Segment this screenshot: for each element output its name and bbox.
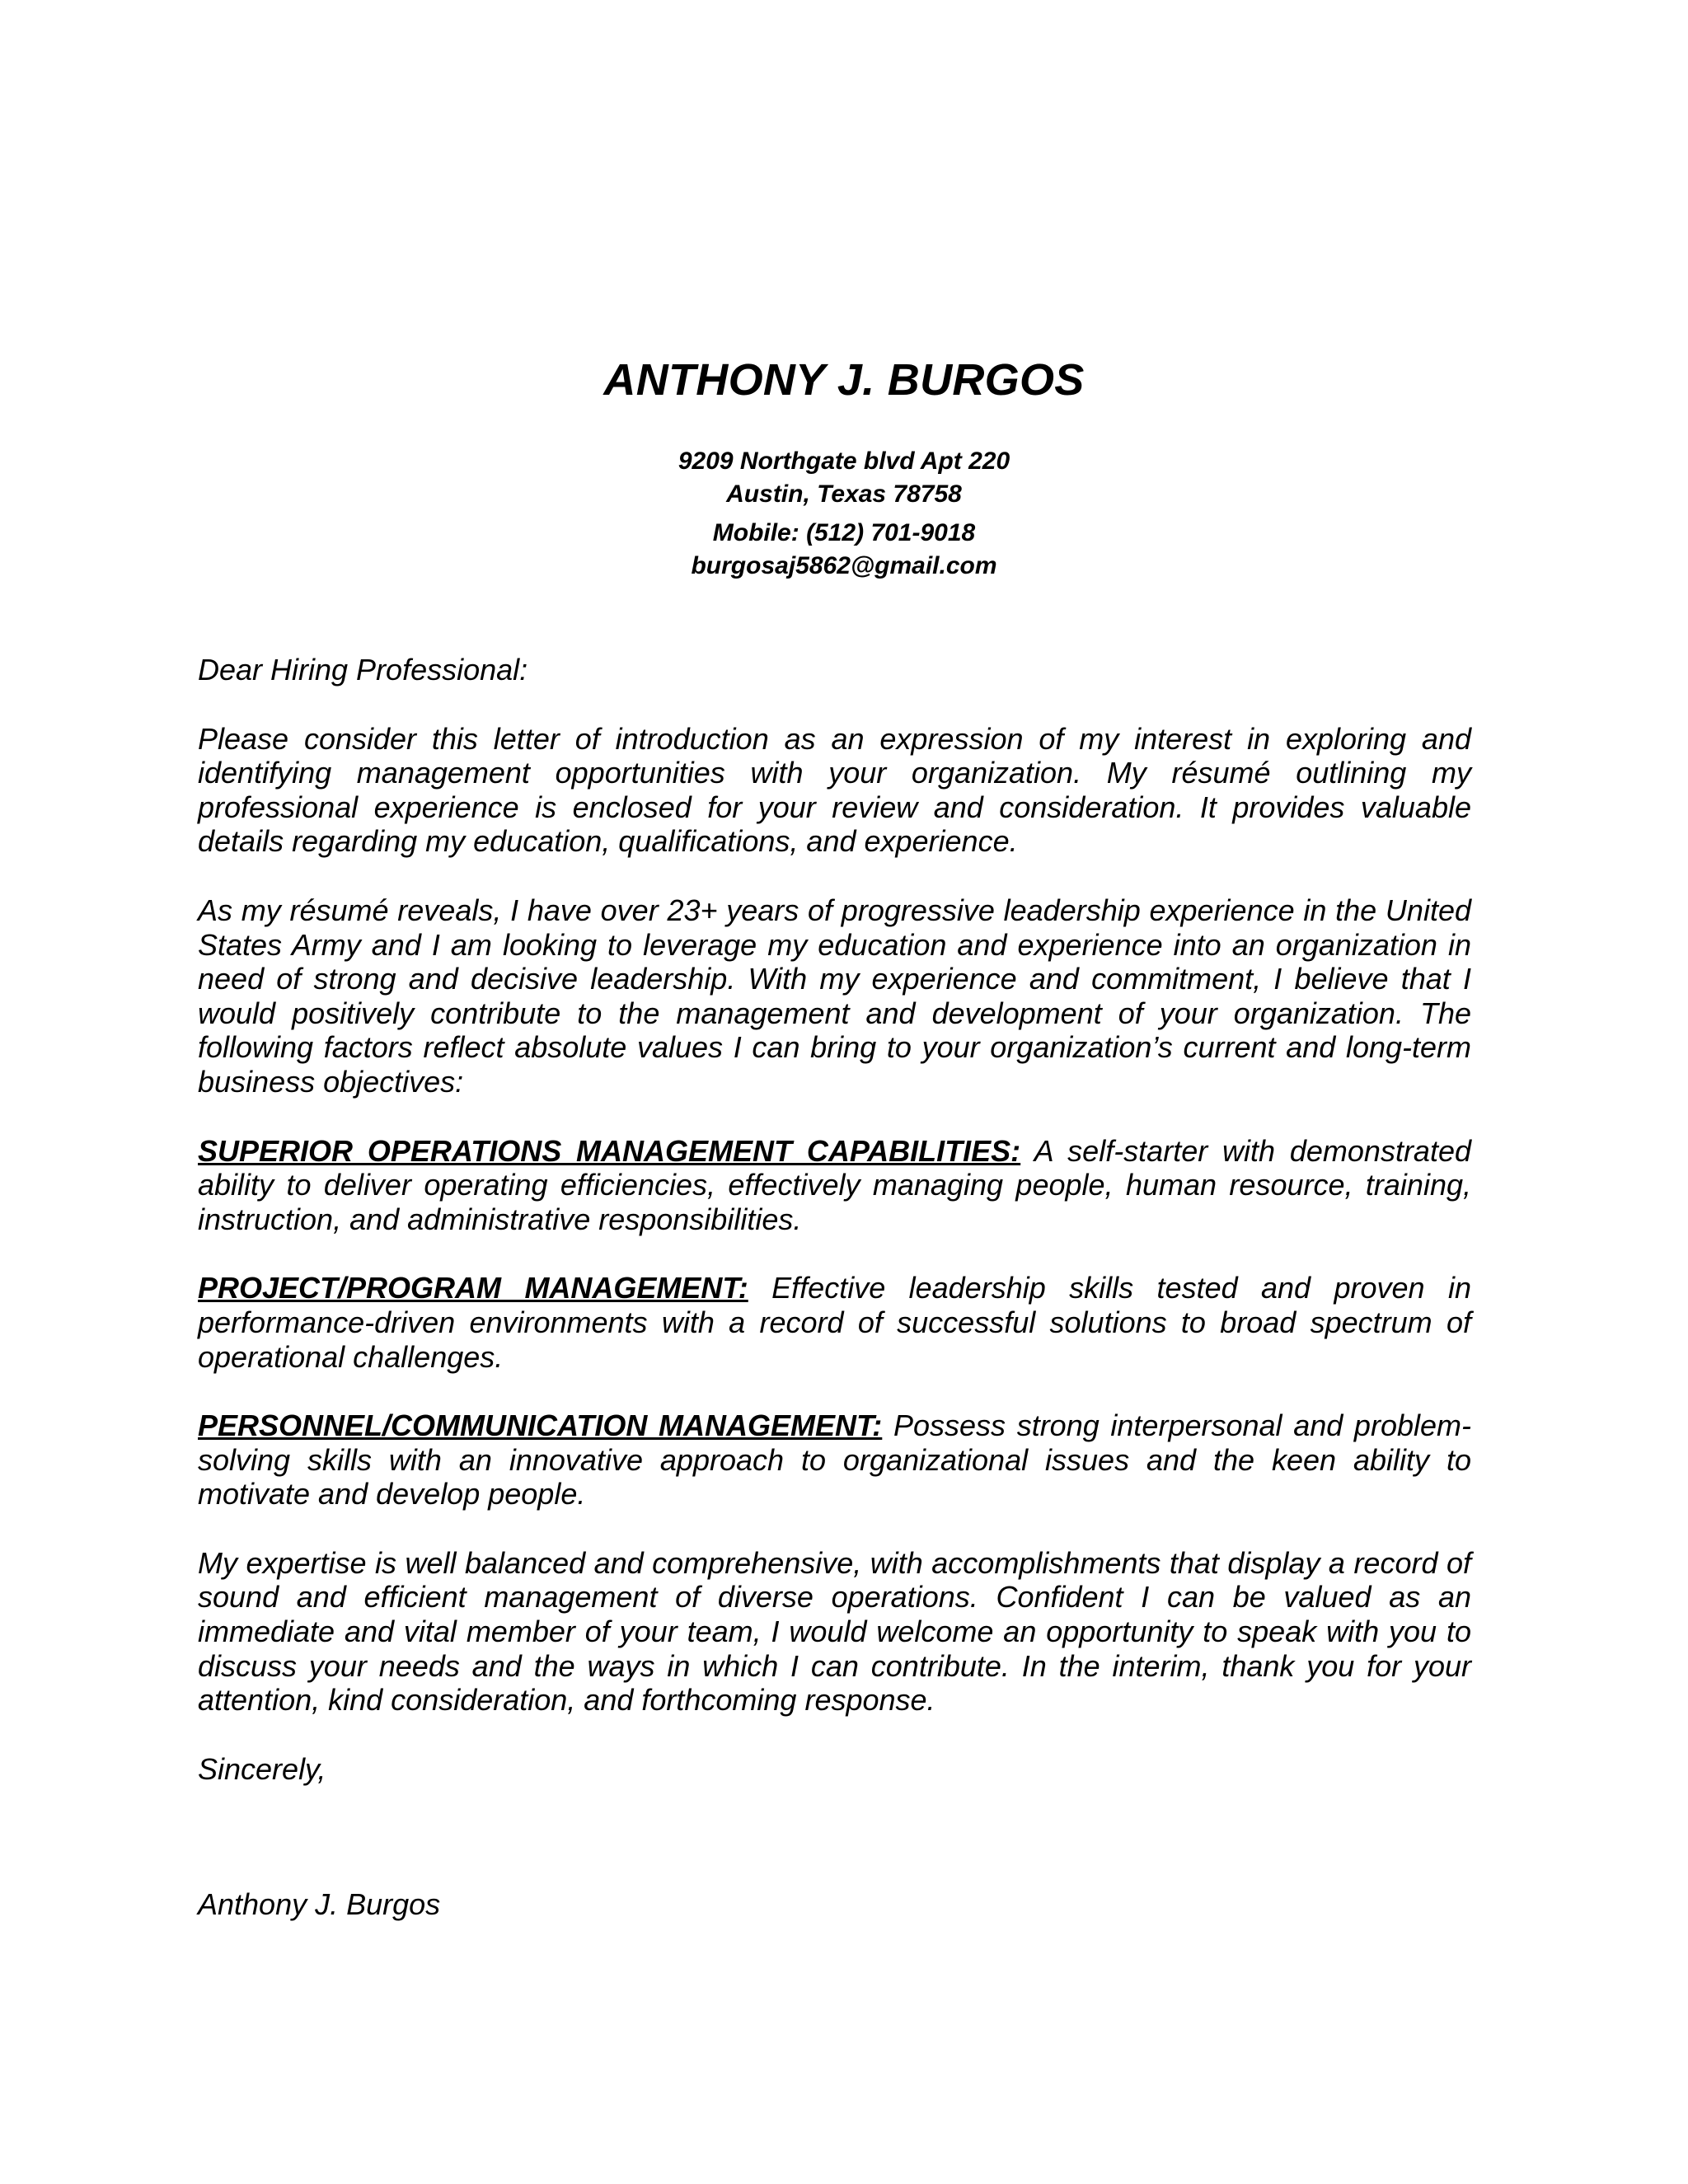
factor-heading: PERSONNEL/COMMUNICATION MANAGEMENT: xyxy=(198,1408,883,1443)
mobile-phone: Mobile: (512) 701-9018 xyxy=(712,519,976,546)
factor-heading: SUPERIOR OPERATIONS MANAGEMENT CAPABILITIES: xyxy=(198,1133,1021,1168)
factor-personnel xyxy=(198,1408,1471,1511)
sender-name: ANTHONY J. BURGOS xyxy=(603,355,1085,405)
salutation: Dear Hiring Professional: xyxy=(198,653,528,687)
letterhead xyxy=(0,353,1688,583)
contact-block xyxy=(0,445,1688,583)
factor-project xyxy=(198,1271,1471,1374)
email-address: burgosaj5862@gmail.com xyxy=(691,552,997,579)
factor-text: Possess strong interpersonal and problem-solving skills with an innovative approach to organizational issues and the keen ability to motivate and develop people. xyxy=(198,1408,1471,1511)
factor-text: A self-starter with demonstrated ability to deliver operating efficiencies, effectively managing people, human resource, training, instruction, and administrative responsibilities. xyxy=(198,1133,1471,1236)
letter-body xyxy=(198,653,1471,1821)
intro-paragraph: Please consider this letter of introduction as an expression of my interest in exploring and identifying management opportunities with your organization. My résumé outlining my professional experience is enclosed for your review and consideration. It provides valuable details regarding my education, qualifications, and experience. xyxy=(198,721,1471,859)
signature-name: Anthony J. Burgos xyxy=(198,1887,441,1921)
address-line-1: 9209 Northgate blvd Apt 220 xyxy=(678,448,1010,475)
factor-text: Effective leadership skills tested and proven in performance-driven environments with a record of successful solutions to broad spectrum of operational challenges. xyxy=(198,1271,1471,1374)
address-line-2: Austin, Texas 78758 xyxy=(726,480,962,508)
factor-operations xyxy=(198,1134,1471,1237)
closing-paragraph: My expertise is well balanced and comprehensive, with accomplishments that display a record of sound and efficient management of diverse operations. Confident I can be valued as an immediate and vital member of your team, I would welcome an opportunity to speak with you to discuss your needs and the ways in which I can contribute. In the interim, thank you for your attention, kind consideration, and forthcoming response. xyxy=(198,1545,1471,1718)
sign-off: Sincerely, xyxy=(198,1751,326,1786)
factor-heading: PROJECT/PROGRAM MANAGEMENT: xyxy=(198,1271,748,1305)
experience-paragraph: As my résumé reveals, I have over 23+ years of progressive leadership experience in the United States Army and I am looking to leverage my education and experience into an organization in need of strong and decisive leadership. With my experience and commitment, I believe that I would positively contribute to the management and development of your organization. The following factors reflect absolute values I can bring to your organization’s current and long-term business objectives: xyxy=(198,893,1471,1099)
